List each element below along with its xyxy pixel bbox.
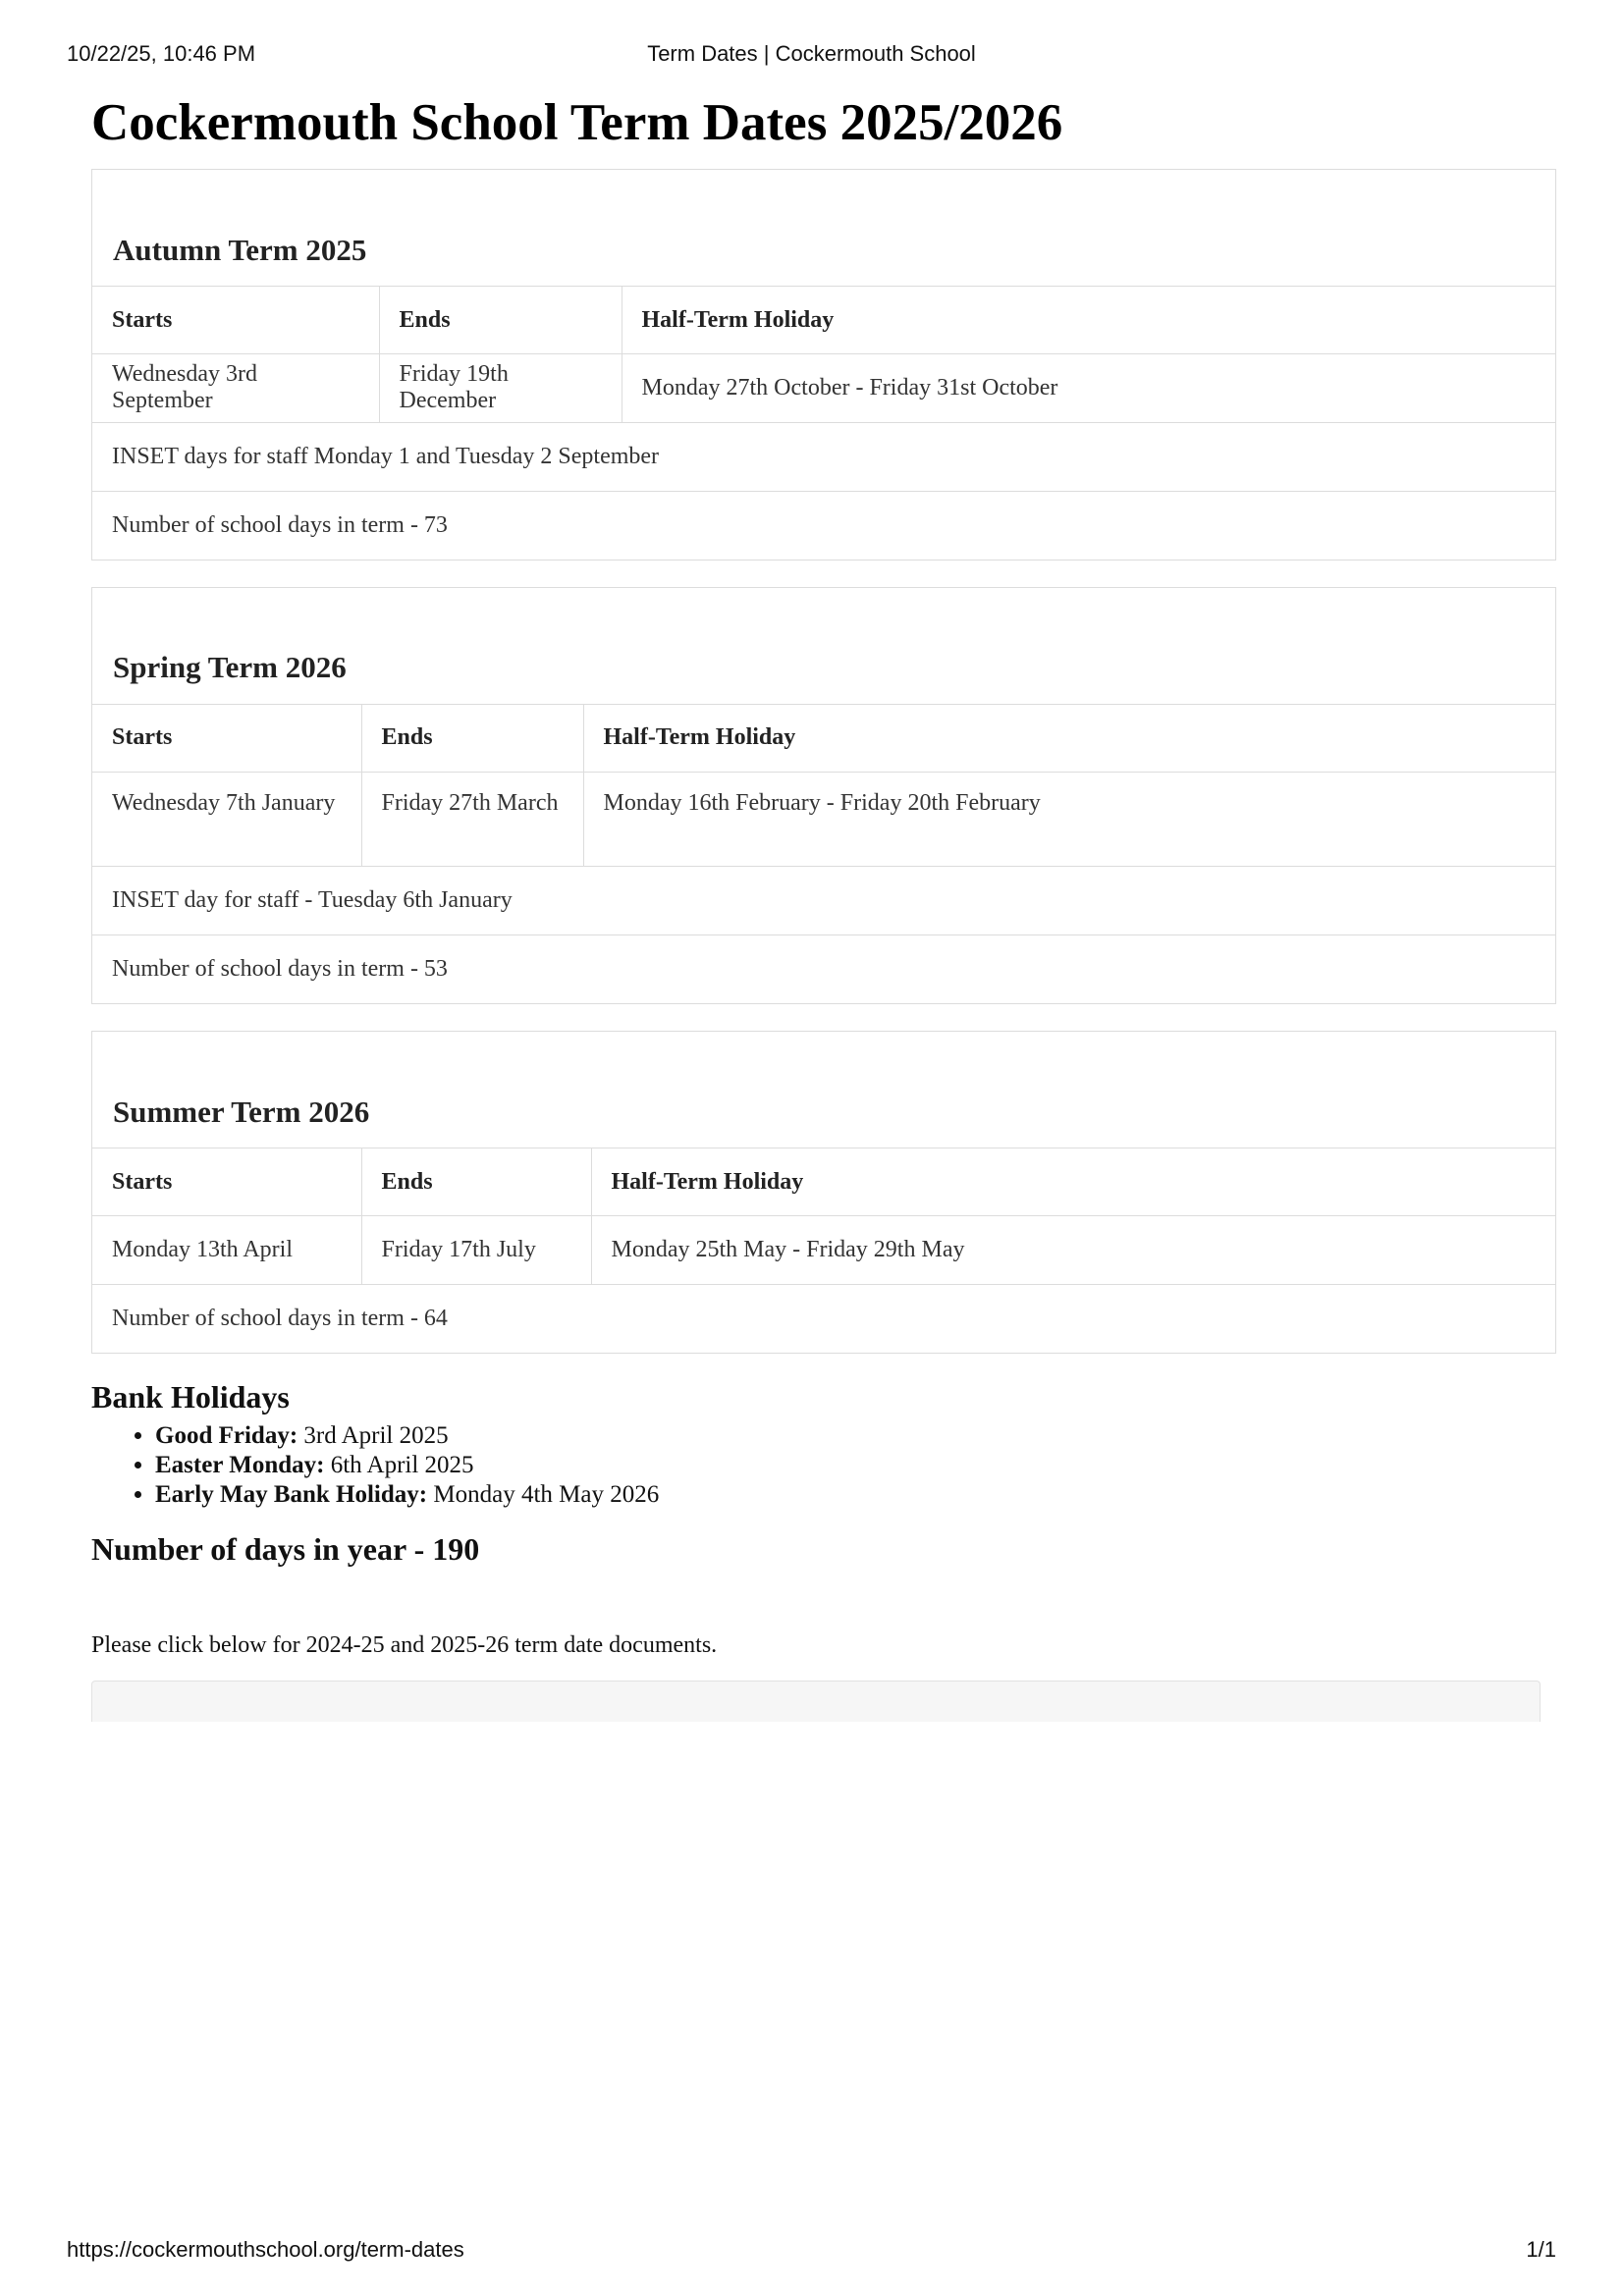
half-term-dates: Monday 27th October - Friday 31st October: [622, 354, 1555, 422]
inset-days-note: INSET day for staff - Tuesday 6th January: [92, 866, 1555, 934]
term-card-summer: [91, 1031, 1556, 1354]
term-start-date: Wednesday 3rd September: [92, 354, 379, 422]
term-end-date: Friday 17th July: [361, 1216, 591, 1284]
page-content: [91, 90, 1556, 1722]
half-term-dates: Monday 16th February - Friday 20th February: [583, 772, 1555, 866]
print-url: https://cockermouthschool.org/term-dates: [67, 2237, 464, 2262]
bank-holiday-label: Easter Monday:: [155, 1451, 325, 1478]
print-page-number: 1/1: [1526, 2237, 1556, 2262]
term-title: Summer Term 2026: [113, 1094, 370, 1129]
term-card-spring: [91, 587, 1556, 1005]
print-page-title: Term Dates | Cockermouth School: [647, 41, 976, 66]
column-header-half-term: Half-Term Holiday: [622, 287, 1555, 354]
column-header-ends: Ends: [361, 704, 583, 772]
term-card-autumn: [91, 169, 1556, 561]
inset-days-note: INSET days for staff Monday 1 and Tuesday 2 September: [92, 422, 1555, 491]
term-table: [92, 1148, 1555, 1284]
school-days-count: Number of school days in term - 53: [92, 934, 1555, 1003]
table-row: [92, 354, 1555, 422]
print-footer: [67, 2237, 1556, 2267]
term-title: Autumn Term 2025: [113, 232, 367, 267]
term-title: Spring Term 2026: [113, 650, 347, 684]
print-datetime: 10/22/25, 10:46 PM: [67, 41, 256, 66]
bank-holiday-label: Good Friday:: [155, 1421, 298, 1449]
bank-holidays-list: [91, 1421, 1556, 1510]
bank-holiday-date: 3rd April 2025: [303, 1421, 449, 1449]
column-header-ends: Ends: [361, 1148, 591, 1216]
list-item: [155, 1480, 1556, 1510]
term-end-date: Friday 19th December: [379, 354, 622, 422]
table-row: [92, 772, 1555, 866]
column-header-starts: Starts: [92, 287, 379, 354]
term-end-date: Friday 27th March: [361, 772, 583, 866]
table-row: [92, 1216, 1555, 1284]
documents-intro: Please click below for 2024-25 and 2025-26 term date documents.: [91, 1631, 718, 1658]
bank-holiday-date: Monday 4th May 2026: [433, 1480, 660, 1508]
school-days-count: Number of school days in term - 64: [92, 1284, 1555, 1353]
bank-holiday-date: 6th April 2025: [330, 1451, 474, 1478]
school-days-count: Number of school days in term - 73: [92, 491, 1555, 560]
page-title: Cockermouth School Term Dates 2025/2026: [91, 94, 1063, 151]
print-header: [67, 41, 1556, 71]
table-header-row: [92, 704, 1555, 772]
term-start-date: Wednesday 7th January: [92, 772, 361, 866]
bank-holidays-heading: Bank Holidays: [91, 1378, 290, 1415]
column-header-half-term: Half-Term Holiday: [583, 704, 1555, 772]
table-header-row: [92, 287, 1555, 354]
column-header-half-term: Half-Term Holiday: [591, 1148, 1555, 1216]
bank-holiday-label: Early May Bank Holiday:: [155, 1480, 428, 1508]
days-in-year-heading: Number of days in year - 190: [91, 1530, 480, 1567]
half-term-dates: Monday 25th May - Friday 29th May: [591, 1216, 1555, 1284]
term-table: [92, 704, 1555, 867]
list-item: [155, 1421, 1556, 1451]
list-item: [155, 1451, 1556, 1480]
term-table: [92, 286, 1555, 422]
column-header-starts: Starts: [92, 1148, 361, 1216]
column-header-starts: Starts: [92, 704, 361, 772]
term-start-date: Monday 13th April: [92, 1216, 361, 1284]
column-header-ends: Ends: [379, 287, 622, 354]
table-header-row: [92, 1148, 1555, 1216]
documents-panel: [91, 1681, 1541, 1722]
